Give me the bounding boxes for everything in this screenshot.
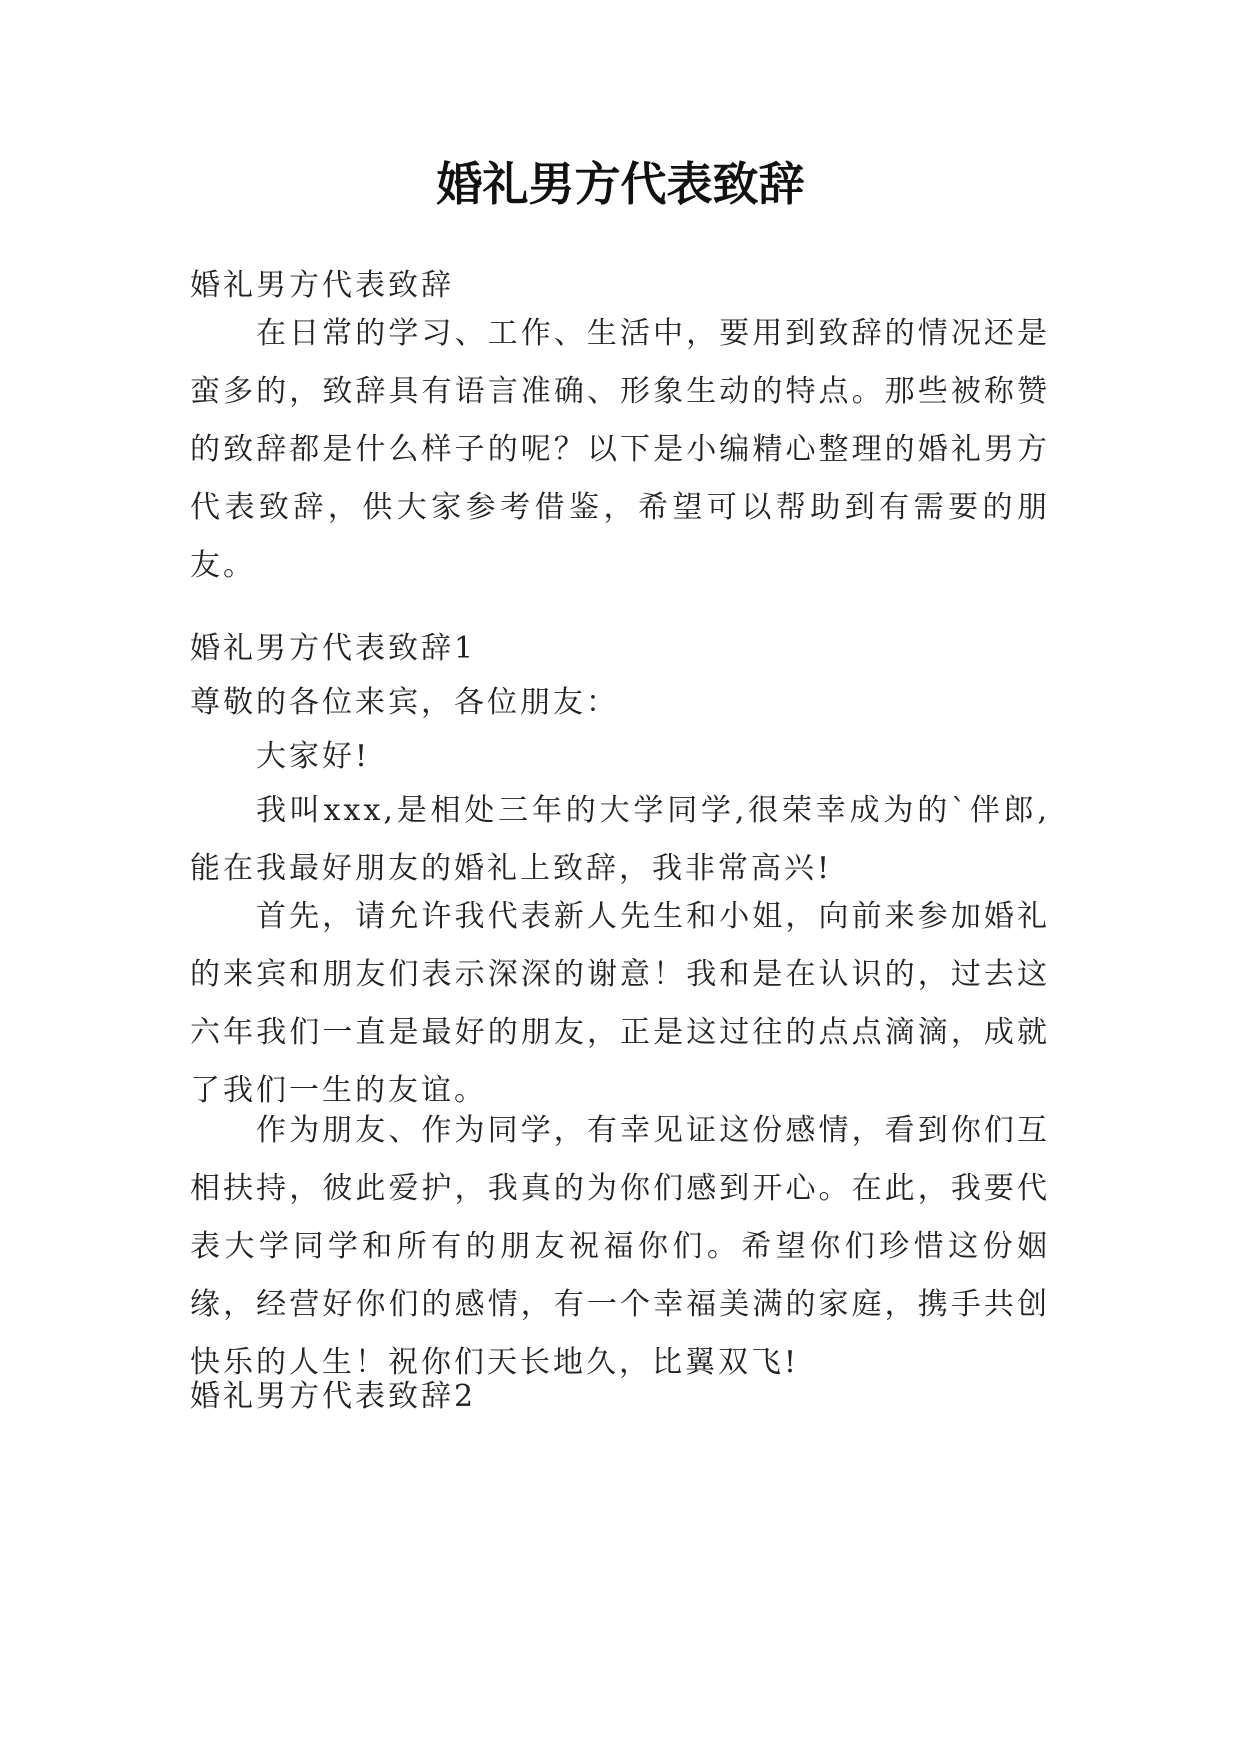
greeting: 大家好! [256, 739, 371, 774]
speech-paragraph-2: 首先，请允许我代表新人先生和小姐，向前来参加婚礼的来宾和朋友们表示深深的谢意！我和是在认识的，过去这六年我们一直是最好的朋友，正是这过往的点点滴滴，成就了我们一生的友谊。 [190, 899, 1050, 1108]
salutation: 尊敬的各位来宾，各位朋友： [190, 685, 619, 720]
speech-paragraph-3: 作为朋友、作为同学，有幸见证这份感情，看到你们互相扶持，彼此爱护，我真的为你们感到开心。在此，我要代表大学同学和所有的朋友祝福你们。希望你们珍惜这份姻缘，经营好你们的感情，有一个幸福美满的家庭，携手共创快乐的人生！祝你们天长地久，比翼双飞! [190, 1113, 1050, 1380]
intro-paragraph: 在日常的学习、工作、生活中，要用到致辞的情况还是蛮多的，致辞具有语言准确、形象生动的特点。那些被称赞的致辞都是什么样子的呢？以下是小编精心整理的婚礼男方代表致辞，供大家参考借鉴，希望可以帮助到有需要的朋友。 [190, 316, 1050, 583]
document-title: 婚礼男方代表致辞 [436, 157, 805, 211]
section-heading-2: 婚礼男方代表致辞2 [190, 1379, 477, 1414]
section-heading-1: 婚礼男方代表致辞1 [190, 631, 477, 666]
speech-paragraph-1: 我叫xxx,是相处三年的大学同学,很荣幸成为的`伴郎,能在我最好朋友的婚礼上致辞，我非常高兴! [190, 793, 1050, 886]
document-subtitle: 婚礼男方代表致辞 [190, 268, 454, 303]
